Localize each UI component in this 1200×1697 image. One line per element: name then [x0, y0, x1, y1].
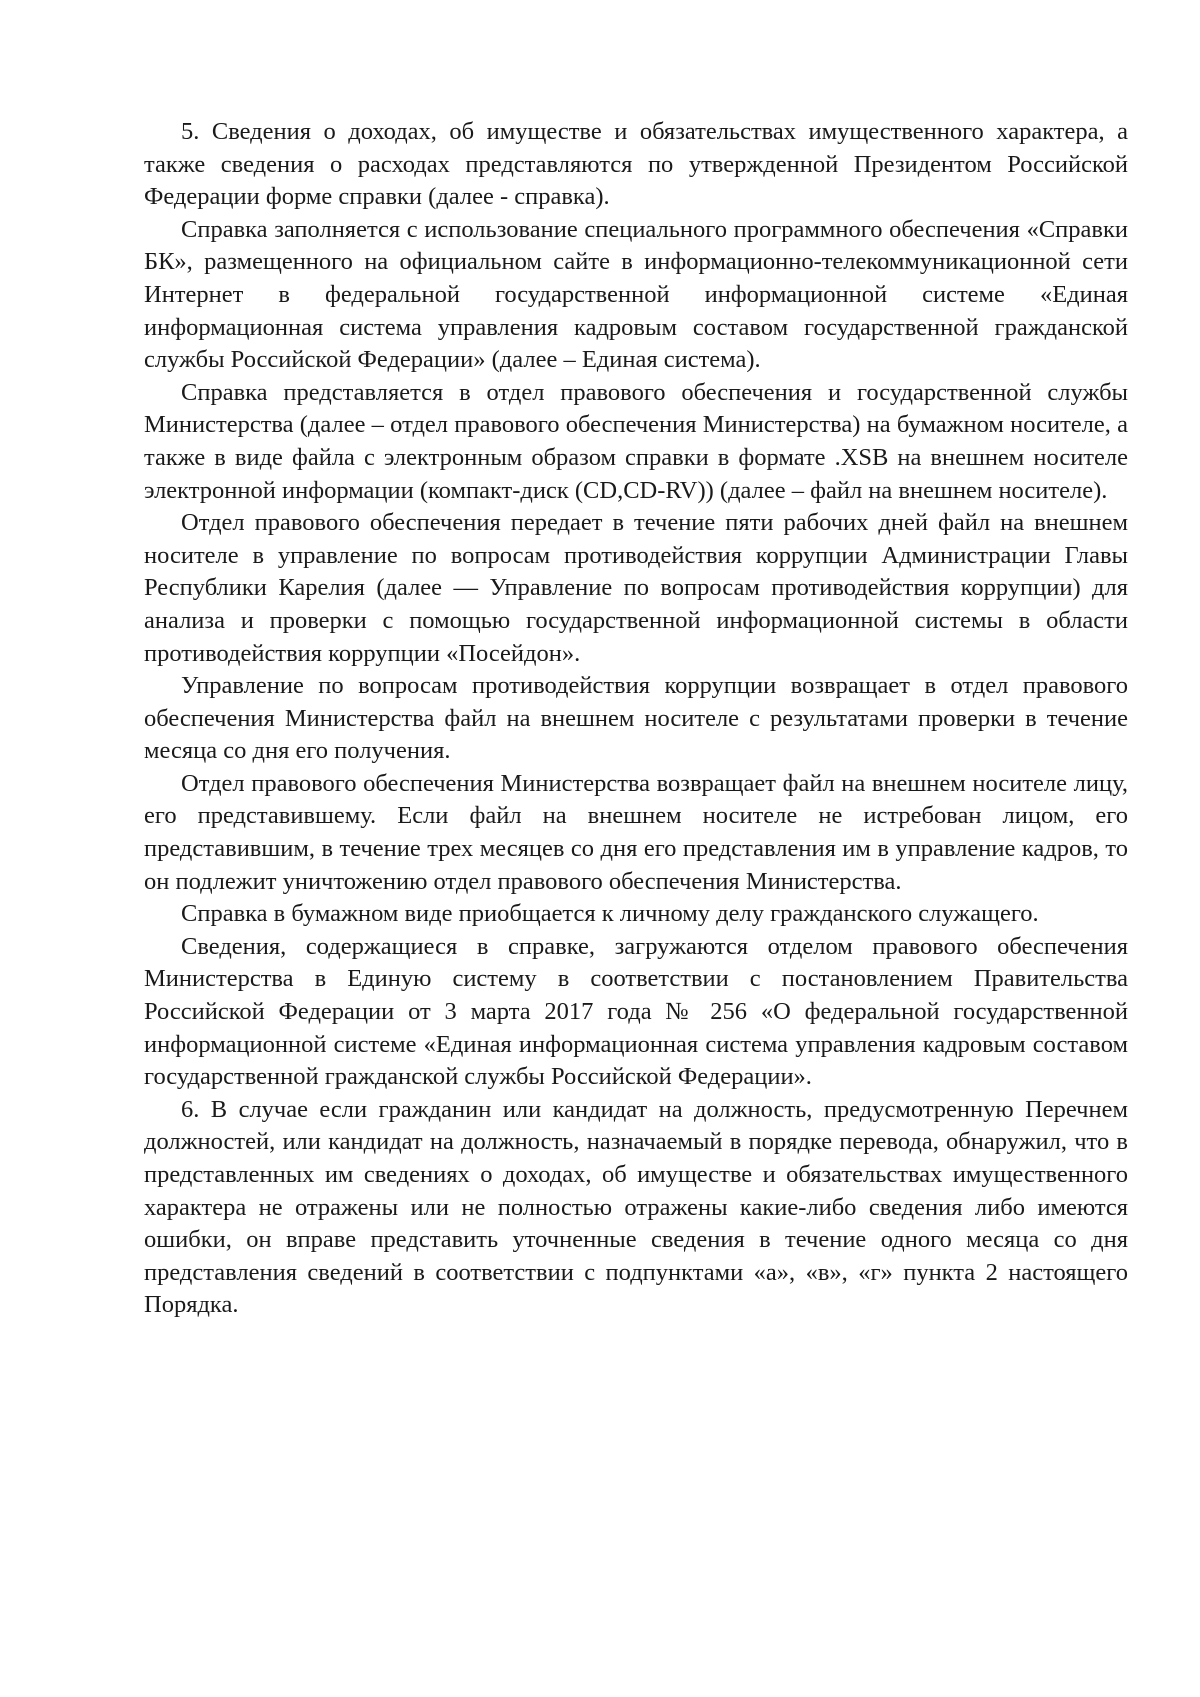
paragraph-return-results: Управление по вопросам противодействия коррупции возвращает в отдел правового обеспечения Министерства файл на внешнем носителе с результатами проверки в течение месяца со дня его получения. [144, 672, 1128, 765]
paragraph-return-file: Отдел правового обеспечения Министерства возвращает файл на внешнем носителе лицу, его представившему. Если файл на внешнем носителе не истребован лицом, его представившим, в течение трех месяцев со дня его представления им в управление кадров, то он подлежит уничтожению отдел правового обеспечения Министерства. [144, 769, 1128, 895]
document-body [144, 116, 1128, 1322]
paragraph-form-filling: Справка заполняется с использование специального программного обеспечения «Справки БК», размещенного на официальном сайте в информационно-телекоммуникационной сети Интернет в федеральной государственной информационной системе «Единая информационная система управления кадровым составом государственной гражданской службы Российской Федерации» (далее – Единая система). [144, 215, 1128, 374]
paragraph-item-5-intro: 5. Сведения о доходах, об имуществе и обязательствах имущественного характера, а также сведения о расходах представляются по утвержденной Президентом Российской Федерации форме справки (далее - справка). [144, 118, 1128, 211]
paragraph-upload-unified-system: Сведения, содержащиеся в справке, загружаются отделом правового обеспечения Министерства в Единую систему в соответствии с постановлением Правительства Российской Федерации от 3 марта 2017 года № 256 «О федеральной государственной информационной системе «Единая информационная система управления кадровым составом государственной гражданской службы Российской Федерации». [144, 932, 1128, 1091]
paragraph-submission: Справка представляется в отдел правового обеспечения и государственной службы Министерства (далее – отдел правового обеспечения Министерства) на бумажном носителе, а также в виде файла с электронным образом справки в формате .XSB на внешнем носителе электронной информации (компакт-диск (CD,CD-RV)) (далее – файл на внешнем носителе). [144, 378, 1128, 504]
paragraph-personal-file: Справка в бумажном виде приобщается к личному делу гражданского служащего. [181, 900, 1039, 928]
paragraph-transfer-to-anticorruption: Отдел правового обеспечения передает в течение пяти рабочих дней файл на внешнем носителе в управление по вопросам противодействия коррупции Администрации Главы Республики Карелия (далее — Управление по вопросам противодействия коррупции) для анализа и проверки с помощью государственной информационной системы в области противодействия коррупции «Посейдон». [144, 509, 1128, 667]
paragraph-item-6-corrections: 6. В случае если гражданин или кандидат на должность, предусмотренную Перечнем должностей, или кандидат на должность, назначаемый в порядке перевода, обнаружил, что в представленных им сведениях о доходах, об имуществе и обязательствах имущественного характера не отражены или не полностью отражены какие-либо сведения либо имеются ошибки, он вправе представить уточненные сведения в течение одного месяца со дня представления сведений в соответствии с подпунктами «а», «в», «г» пункта 2 настоящего Порядка. [144, 1095, 1128, 1319]
